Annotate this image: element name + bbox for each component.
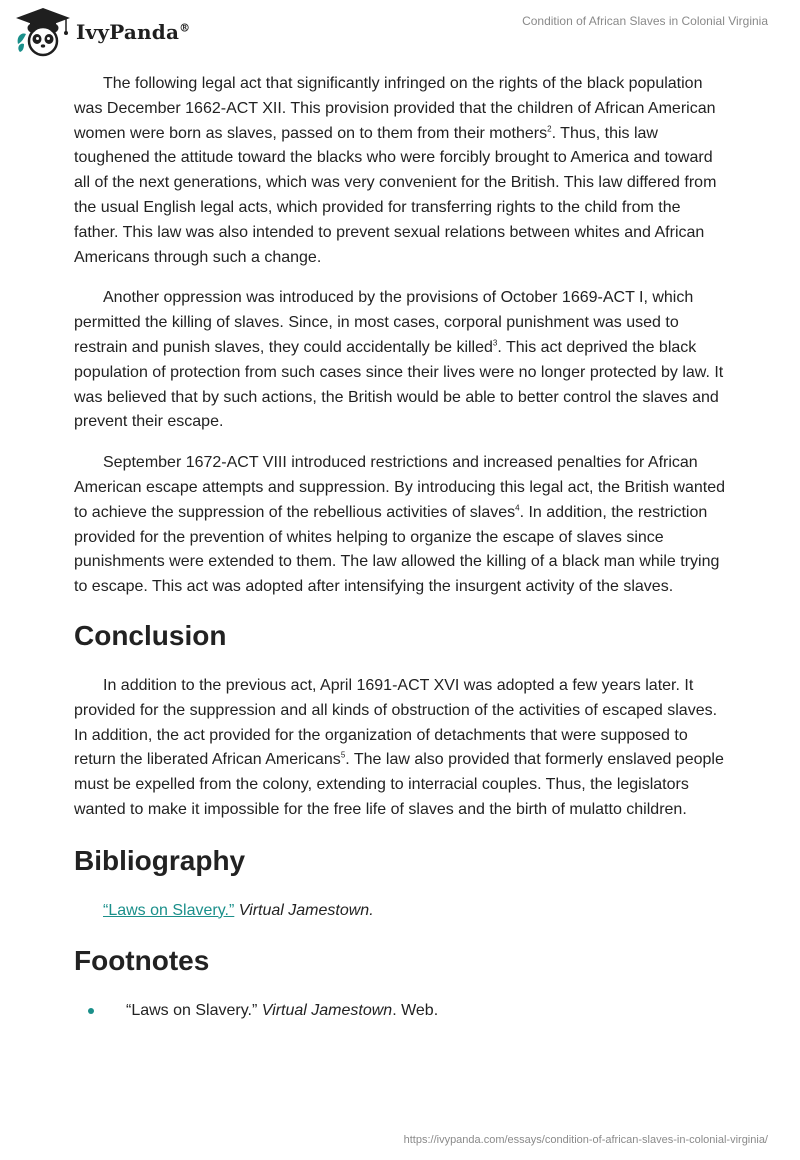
footnote-source: Virtual Jamestown: [261, 1001, 393, 1019]
panda-graduate-icon: [14, 6, 72, 58]
page-header: [0, 0, 800, 70]
footnote-list: [88, 999, 728, 1023]
bibliography-link[interactable]: “Laws on Slavery.”: [103, 901, 235, 919]
document-title: Condition of African Slaves in Colonial Virginia: [522, 14, 768, 28]
body-paragraph: Another oppression was introduced by the provisions of October 1669-ACT I, which permitted the killing of slaves. Since, in most cases, corporal punishment was used to restrain and punish slaves, they could accidentally be killed$^3$. This act deprived the black population of protection from such cases since their lives were no longer protected by law. It was believed that by such actions, the British would be able to better control the slaves and prevent their escape.: [74, 289, 724, 431]
page-url: https://ivypanda.com/essays/condition-of-african-slaves-in-colonial-virginia/: [403, 1134, 768, 1146]
footnote-prefix: “Laws on Slavery.”: [126, 1001, 262, 1019]
essay-content: [74, 72, 728, 1023]
bibliography-source: Virtual Jamestown.: [238, 901, 374, 919]
conclusion-heading: Conclusion: [74, 619, 227, 651]
footnote-suffix: . Web.: [392, 1001, 439, 1019]
footnote-ref: 3: [492, 338, 498, 348]
bibliography-heading: Bibliography: [74, 844, 246, 876]
bullet-icon: [88, 1008, 94, 1014]
body-paragraph: September 1672-ACT VIII introduced restrictions and increased penalties for African American escape attempts and suppression. By introducing this legal act, the British wanted to achieve the suppression of the rebellious activities of slaves$^4$. In addition, the restriction provided for the prevention of whites helping to organize the escape of slaves since punishments were extended to them. The law allowed the killing of a black man while trying to escape. This act was adopted after intensifying the insurgent activity of the slaves.: [74, 454, 726, 596]
footnotes-heading: Footnotes: [74, 944, 210, 976]
brand-name: IvyPanda®: [76, 20, 191, 44]
footnote-ref: 4: [515, 503, 520, 513]
bibliography-entry: [103, 899, 728, 923]
body-paragraph: The following legal act that significantly infringed on the rights of the black population was December 1662-ACT XII. This provision provided that the children of African American women were born as slaves, passed on to them from their mothers$^2$. Thus, this law toughened the attitude toward the blacks who were forcibly brought to America and toward all of the next generations, which was very convenient for the British. This law differed from the usual English legal acts, which provided for transferring rights to the child from the father. This law was also intended to prevent sexual relations between whites and African Americans through such a change.: [74, 75, 717, 266]
footnote-ref: 2: [547, 124, 552, 134]
footnote-ref: 5: [340, 751, 346, 760]
conclusion-paragraph: In addition to the previous act, April 1691-ACT XVI was adopted a few years later. It provided for the suppression and all kinds of obstruction of the activities of escaped slaves. In addition, the act provided for the organization of detachments that were supposed to return the liberated African Americans$^5$. The law also provided that formerly enslaved people must be expelled from the colony, extending to interracial couples. Thus, the legislators wanted to make it impossible for the free life of slaves and the birth of mulatto children.: [74, 676, 724, 818]
footnote-item: [88, 999, 728, 1023]
ivypanda-logo[interactable]: [14, 6, 190, 58]
